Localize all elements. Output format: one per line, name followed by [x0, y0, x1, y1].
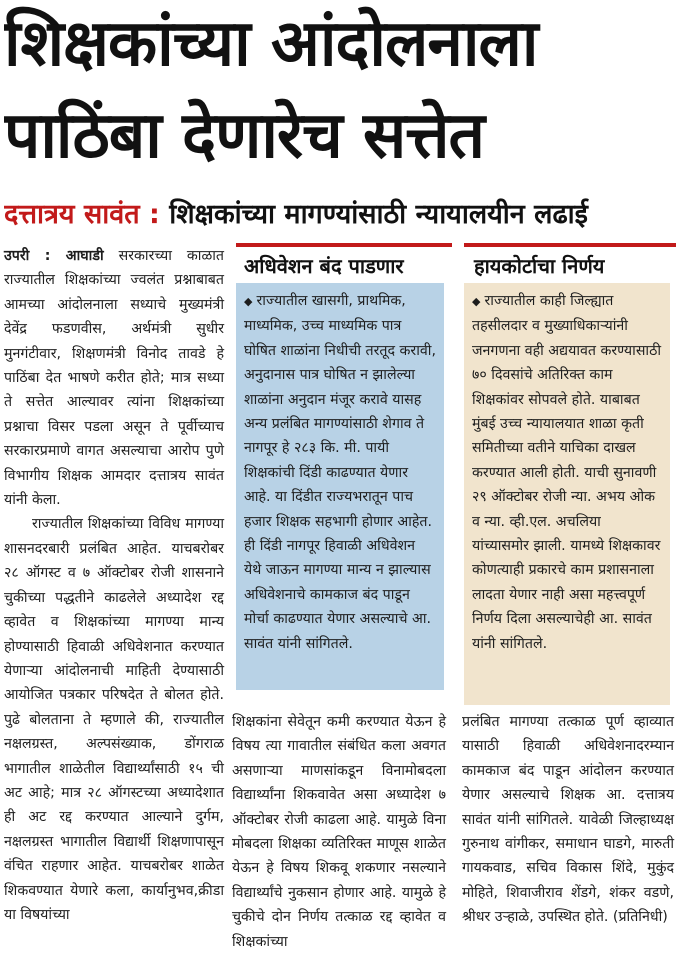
box-right-text: राज्यातील काही जिल्ह्यात तहसीलदार व मुख्याधिकाऱ्यांनी जनगणना वही अद्ययावत करण्यासाठी ७० दिवसांचे अतिरिक्त काम शिक्षकांवर सोपवले होते. याबाबत मुंबई उच्च न्यायालयात शाळा कृती समितीच्या वतीने याचिका दाखल करण्यात आली होती. याची सुनावणी २९ ऑक्टोबर रोजी न्या. अभय ओक व न्या. व्ही.एल. अचलिया यांच्यासमोर झाली. यामध्ये शिक्षकावर कोणत्याही प्रकारचे काम प्रशासनाला लादता येणार नाही असा महत्त्वपूर्ण निर्णय दिला असल्याचेही आ. सावंत यांनी सांगितले. — [472, 293, 662, 652]
subheadline-separator: : — [149, 199, 160, 230]
article-paragraph-1 — [4, 244, 224, 512]
article-paragraph-3: शिक्षकांना सेवेतून कमी करण्यात येऊन हे विषय त्या गावातील संबंधित कला अवगत असणाऱ्या माणसांकडून विनामोबदला विद्यार्थ्यांना शिकवावेत असा अध्यादेश ७ ऑक्टोबर रोजी काढला आहे. यामुळे विना मोबदला शिक्षका व्यतिरिक्त माणूस शाळेत येऊन हे विषय शिकवू शकणार नसल्याने विद्यार्थ्यांचे नुकसान होणार आहे. यामुळे हे चुकीचे दोन निर्णय तत्काळ रद्द व्हावेत व शिक्षकांच्या — [232, 714, 446, 950]
subheadline-name: दत्तात्रय सावंत — [4, 199, 140, 230]
box-right-title: हायकोर्टाचा निर्णय — [464, 243, 676, 281]
article-column-3 — [462, 710, 674, 930]
box-left — [236, 283, 444, 690]
box-left-text: राज्यातील खासगी, प्राथमिक, माध्यमिक, उच्च माध्यमिक पात्र घोषित शाळांना निधीची तरतूद करावी, अनुदानास पात्र घोषित न झालेल्या शाळांना अनुदान मंजूर करावे यासह अन्य प्रलंबित मागण्यांसाठी शेगाव ते नागपूर हे २८३ कि. मी. पायी शिक्षकांची दिंडी काढण्यात येणार आहे. या दिंडीत राज्यभरातून पाच हजार शिक्षक सहभागी होणार आहेत. ही दिंडी नागपूर हिवाळी अधिवेशन येथे जाऊन मागण्या मान्य न झाल्यास अधिवेशनाचे कामकाज बंद पाडून मोर्चा काढण्यात येणार असल्याचे आ. सावंत यांनी सांगितले. — [244, 293, 436, 652]
article-paragraph-1-text: सरकारच्या काळात राज्यातील शिक्षकांच्या ज्वलंत प्रश्नाबाबत आमच्या आंदोलनाला सध्याचे मुख्यमंत्री देवेंद्र फडणवीस, अर्थमंत्री सुधीर मुनगंटीवार, शिक्षणमंत्री विनोद तावडे हे पाठिंबा देत भाषणे करीत होते; मात्र सध्या ते सत्तेत आल्यावर त्यांना शिक्षकांच्या प्रश्नाचा विसर पडला असून ते पूर्वीच्याच सरकारप्रमाणे वागत असल्याचा आरोप पुणे विभागीय शिक्षक आमदार दत्तात्रय सावंत यांनी केला. — [4, 248, 224, 509]
diamond-bullet-icon: ◆ — [244, 295, 253, 308]
headline-line-2: पाठिंबा देणारेच सत्तेत — [4, 99, 484, 173]
headline-line-1: शिक्षकांच्या आंदोलनाला — [4, 7, 538, 81]
article-column-1 — [4, 244, 224, 927]
subheadline-text: शिक्षकांच्या मागण्यांसाठी न्यायालयीन लढाई — [169, 199, 588, 230]
box-left-title: अधिवेशन बंद पाडणार — [236, 243, 452, 281]
article-paragraph-2: राज्यातील शिक्षकांच्या विविध मागण्या शासनदरबारी प्रलंबित आहेत. याचबरोबर २८ ऑगस्ट व ७ ऑक्टोबर रोजी शासनाने चुकीच्या पद्धतीने काढलेले अध्यादेश रद्द व्हावेत व शिक्षकांच्या मागण्या मान्य होण्यासाठी हिवाळी अधिवेशनात करण्यात येणाऱ्या आंदोलनाची माहिती देण्यासाठी आयोजित पत्रकार परिषदेत ते बोलत होते. पुढे बोलताना ते म्हणाले की, राज्यातील नक्षलग्रस्त, अल्पसंख्याक, डोंगराळ भागातील शाळेतील विद्यार्थ्यांसाठी १५ ची अट आहे; मात्र २८ ऑगस्टच्या अध्यादेशात ही अट रद्द करण्यात आल्याने दुर्गम, नक्षलग्रस्त भागातील विद्यार्थी शिक्षणापासून वंचित राहणार आहेत. याचबरोबर शाळेत शिकवण्यात येणारे कला, कार्यानुभव,क्रीडा या विषयांच्या — [4, 516, 224, 923]
box-right — [464, 283, 670, 705]
article-column-2 — [232, 710, 446, 954]
dateline: उपरी : आघाडी — [4, 248, 104, 264]
subheadline — [4, 195, 674, 235]
article-paragraph-4: प्रलंबित मागण्या तत्काळ पूर्ण व्हाव्यात यासाठी हिवाळी अधिवेशनादरम्यान कामकाज बंद पाडून आंदोलन करण्यात येणार असल्याचे शिक्षक आ. दत्तात्रय सावंत यांनी सांगितले. यावेळी जिल्हाध्यक्ष गुरुनाथ वांगीकर, समाधान घाडगे, मारुती गायकवाड, सचिव विकास शिंदे, मुकुंद मोहिते, शिवाजीराव शेंडगे, शंकर वडणे, श्रीधर उऱ्हाळे, उपस्थित होते. (प्रतिनिधी) — [462, 714, 674, 926]
diamond-bullet-icon: ◆ — [472, 295, 481, 308]
